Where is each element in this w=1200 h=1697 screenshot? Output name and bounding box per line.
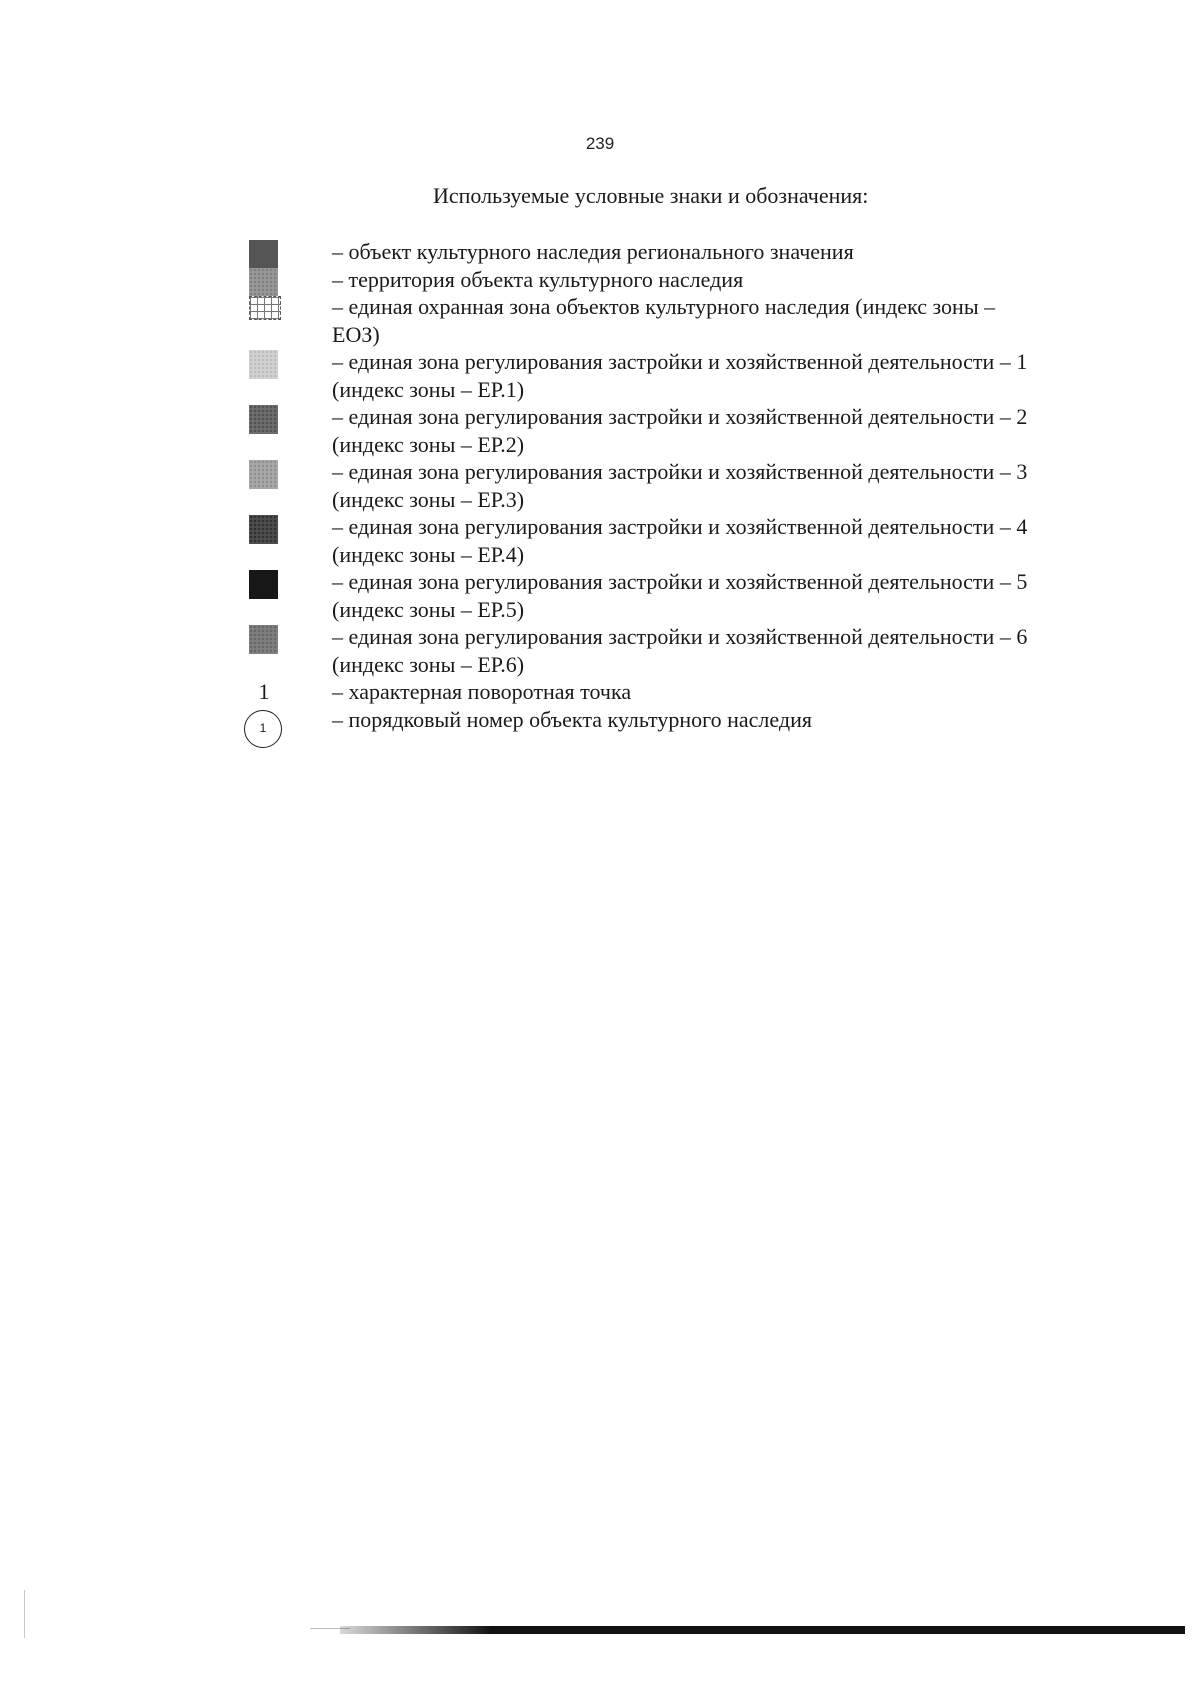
legend-item-regulation-zone-4 <box>0 513 1200 568</box>
legend-item-label: – единая зона регулирования застройки и хозяйственной деятельности – 6 (индекс зоны – ЕР.6) <box>332 624 1028 677</box>
legend-item-label: – объект культурного наследия регионального значения <box>332 239 854 264</box>
legend-item-regulation-zone-2 <box>0 403 1200 458</box>
legend-item-regulation-zone-3 <box>0 458 1200 513</box>
legend-item-label: – единая охранная зона объектов культурного наследия (индекс зоны – ЕОЗ) <box>332 294 996 347</box>
legend-item-label: – территория объекта культурного наследия <box>332 266 744 292</box>
legend-item-label: – единая зона регулирования застройки и хозяйственной деятельности – 5 (индекс зоны – ЕР.5) <box>332 569 1028 622</box>
legend-item-label: – единая зона регулирования застройки и хозяйственной деятельности – 3 (индекс зоны – ЕР.3) <box>332 459 1028 512</box>
legend-item-unified-protection-zone <box>0 293 1200 348</box>
legend-item-label: – порядковый номер объекта культурного наследия <box>332 706 812 732</box>
regulation-zone-5-swatch-icon <box>249 570 278 599</box>
scan-margin-mark <box>24 1590 25 1638</box>
legend-item-heritage-object-number <box>0 706 1200 734</box>
legend-item-label: – единая зона регулирования застройки и хозяйственной деятельности – 4 (индекс зоны – ЕР.4) <box>332 514 1028 567</box>
grid-hatch-swatch-icon <box>249 296 281 320</box>
legend-item-label: – характерная поворотная точка <box>332 679 632 704</box>
legend-item-regulation-zone-6 <box>0 623 1200 678</box>
turning-point-icon: 1 <box>258 679 270 704</box>
legend-item-label: – единая зона регулирования застройки и хозяйственной деятельности – 2 (индекс зоны – ЕР.2) <box>332 404 1028 457</box>
regulation-zone-2-swatch-icon <box>249 405 278 434</box>
scan-edge-shadow <box>340 1626 1185 1634</box>
legend-item-turning-point <box>0 678 1200 706</box>
legend <box>0 238 1200 733</box>
regulation-zone-3-swatch-icon <box>249 460 278 489</box>
regulation-zone-4-swatch-icon <box>249 515 278 544</box>
regulation-zone-6-swatch-icon <box>249 625 278 654</box>
legend-item-label: – единая зона регулирования застройки и хозяйственной деятельности – 1 (индекс зоны – ЕР.1) <box>332 349 1028 402</box>
legend-item-regulation-zone-5 <box>0 568 1200 623</box>
numbered-circle-icon: 1 <box>244 710 282 748</box>
regulation-zone-1-swatch-icon <box>249 350 278 379</box>
page-number: 239 <box>585 134 615 153</box>
legend-item-regional-heritage-object <box>0 238 1200 266</box>
legend-title: Используемые условные знаки и обозначения: <box>433 183 869 208</box>
legend-item-heritage-territory <box>0 266 1200 294</box>
legend-item-regulation-zone-1 <box>0 348 1200 403</box>
